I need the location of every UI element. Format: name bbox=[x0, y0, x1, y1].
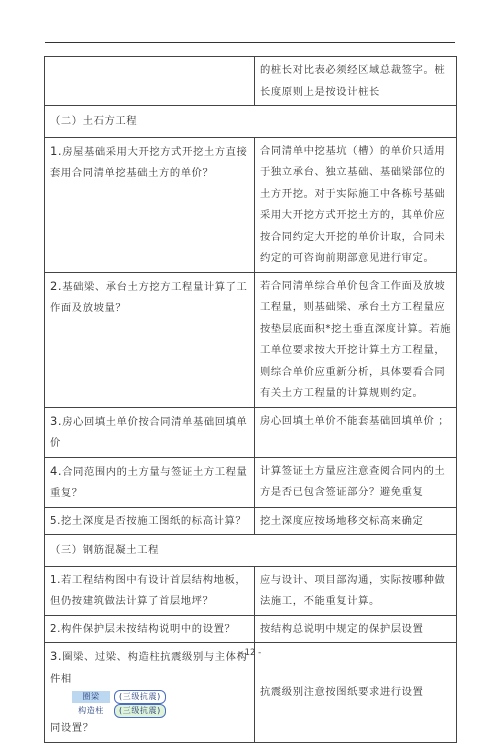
question-number: 2. bbox=[50, 278, 63, 293]
question-cell bbox=[45, 457, 255, 507]
table-row bbox=[45, 57, 457, 106]
table-row bbox=[45, 566, 457, 615]
answer-cell: 挖土深度应按场地移交标高来确定 bbox=[255, 507, 457, 535]
section-heading: （三）钢筋混凝土工程 bbox=[45, 535, 457, 567]
table-row bbox=[45, 507, 457, 535]
question-text: 房心回填土单价按合同清单基础回填单价 bbox=[50, 415, 248, 449]
seismic-grade-inset bbox=[72, 690, 166, 718]
question-number: 1. bbox=[50, 573, 62, 586]
table-row bbox=[45, 457, 457, 507]
page-number: - 12 - bbox=[238, 648, 262, 658]
question-cell bbox=[45, 507, 255, 535]
table-row bbox=[45, 407, 457, 457]
section-row bbox=[45, 106, 457, 138]
section-row bbox=[45, 535, 457, 567]
inset-label: 圈梁 bbox=[72, 691, 110, 703]
question-cell bbox=[45, 272, 255, 407]
answer-cell: 计算签证土方量应注意查阅合同内的土方是否已包含签证部分？避免重复 bbox=[255, 457, 457, 507]
question-text: 房屋基础采用大开挖方式开挖土方直接套用合同清单挖基础土方的单价？ bbox=[50, 145, 248, 179]
question-text: 合同范围内的土方量与签证土方工程量重复？ bbox=[50, 465, 248, 499]
question-number: 3. bbox=[50, 413, 63, 428]
question-number: 3. bbox=[50, 649, 63, 663]
question-cell bbox=[45, 566, 255, 615]
inset-row bbox=[72, 704, 166, 718]
answer-cell: 合同清单中挖基坑（槽）的单价只适用于独立承台、独立基础、基础梁部位的土方开挖。对于实际施工中各栋号基础采用大开挖方式开挖土方的，其单价应按合同约定大开挖的单价计取，合同未约定的可咨询前期部意见进行审定。 bbox=[255, 137, 457, 272]
question-cell bbox=[45, 615, 255, 643]
header-rule bbox=[45, 42, 455, 43]
answer-cell: 房心回填土单价不能套基础回填单价 ； bbox=[255, 407, 457, 457]
question-text: 挖土深度是否按施工图纸的标高计算？ bbox=[61, 514, 247, 527]
inset-value: (三级抗震) bbox=[114, 704, 166, 718]
answer-cell: 按结构总说明中规定的保护层设置 bbox=[255, 615, 457, 643]
answer-cell: 应与设计、项目部沟通，实际按哪种做法施工，不能重复计算。 bbox=[255, 566, 457, 615]
inset-row bbox=[72, 690, 166, 704]
answer-cell: 抗震级别注意按图纸要求进行设置 bbox=[255, 643, 457, 743]
answer-cell: 若合同清单综合单价包含工作面及放坡工程量，则基础梁、承台土方工程量应按垫层底面积*挖土垂直深度计算。若施工单位要求按大开挖计算土方工程量，则综合单价应重新分析，具体要看合同有关土方工程量的计算规则约定。 bbox=[255, 272, 457, 407]
question-number: 4. bbox=[50, 463, 63, 478]
question-text: 若工程结构图中有设计首层结构地板，但仍按建筑做法计算了首层地坪？ bbox=[50, 573, 247, 607]
section-heading: （二）土石方工程 bbox=[45, 106, 457, 138]
question-cell bbox=[45, 57, 255, 106]
question-cell bbox=[45, 137, 255, 272]
question-text: 构件保护层未按结构说明中的设置？ bbox=[61, 622, 236, 635]
question-text: 基础梁、承台土方挖方工程量计算了工作面及放坡量？ bbox=[50, 280, 248, 314]
table-row bbox=[45, 137, 457, 272]
inset-value: (三级抗震) bbox=[114, 690, 166, 704]
question-text: 同设置？ bbox=[50, 722, 94, 734]
question-text: 圈梁、过梁、构造柱抗震级别与主体构件相 bbox=[50, 651, 248, 685]
inset-label: 构造柱 bbox=[78, 706, 104, 715]
table-row bbox=[45, 272, 457, 407]
question-number: 5. bbox=[50, 514, 62, 527]
table-row bbox=[45, 615, 457, 643]
question-number: 1. bbox=[50, 143, 63, 158]
qa-table bbox=[44, 56, 457, 743]
question-number: 2. bbox=[50, 622, 62, 635]
question-cell bbox=[45, 407, 255, 457]
answer-cell: 的桩长对比表必须经区域总裁签字。桩长度原则上是按设计桩长 bbox=[255, 57, 457, 106]
